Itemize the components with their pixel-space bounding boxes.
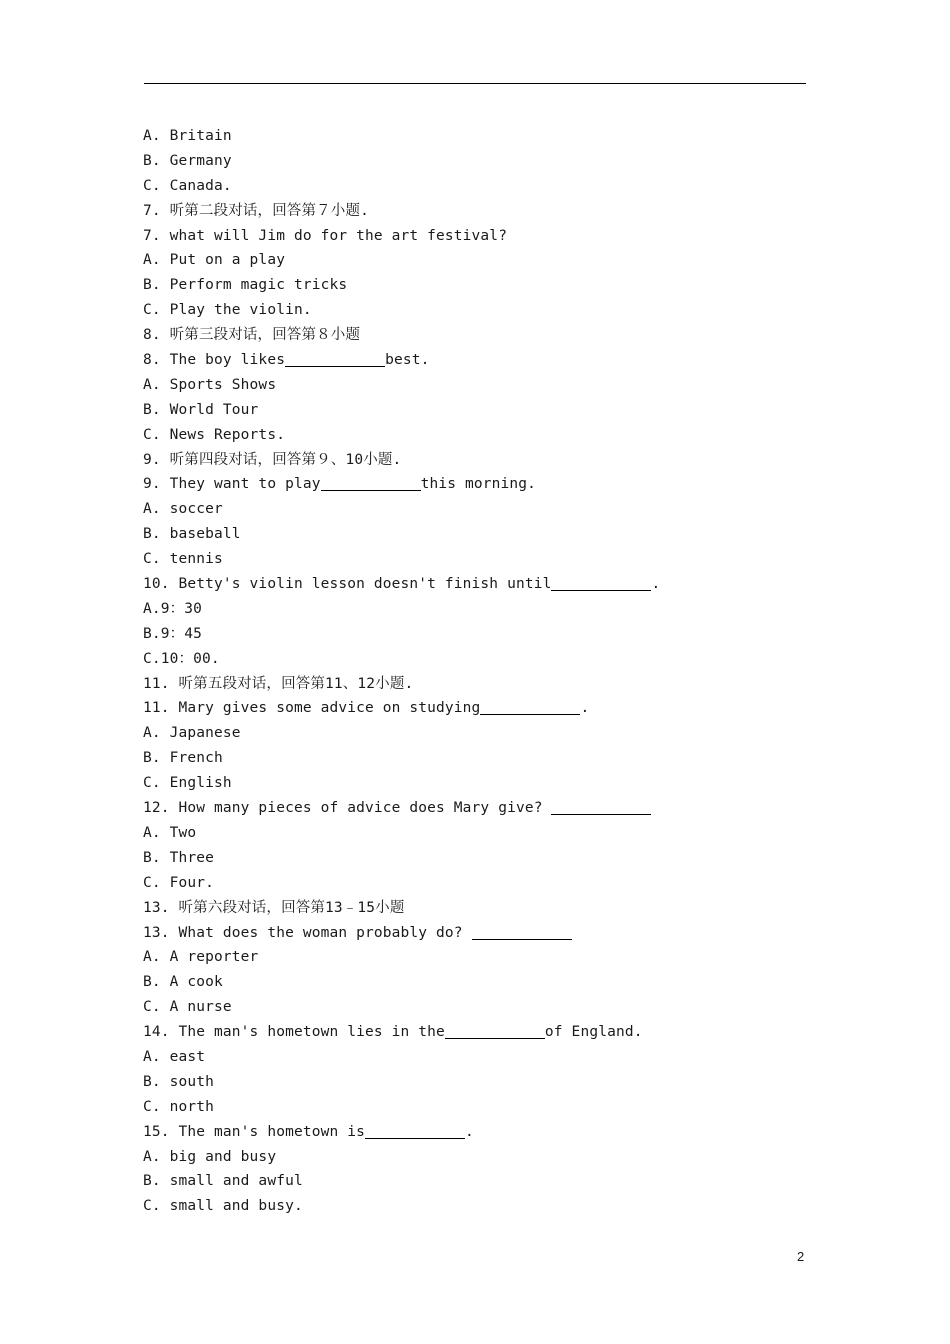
answer-option: C. A nurse [143, 999, 232, 1016]
question-text: 9. They want to play [143, 476, 321, 493]
answer-option: A. Britain [143, 128, 232, 144]
question-text: 8. The boy likes [143, 352, 286, 369]
question-text: 12. How many pieces of advice does Mary give? [143, 800, 552, 817]
answer-option: C. Four. [143, 874, 215, 891]
question-line [143, 1120, 805, 1145]
question-line [143, 348, 805, 373]
answer-blank [472, 924, 572, 940]
question-text: 13. What does the woman probably do? [143, 924, 472, 941]
answer-option: A. Put on a play [143, 252, 286, 269]
answer-blank [551, 575, 651, 591]
answer-blank [321, 475, 421, 491]
question-text-tail: best. [385, 352, 430, 369]
question-text: 15. The man's hometown is [143, 1123, 365, 1140]
answer-option: B. French [143, 750, 223, 767]
answer-option: B. small and awful [143, 1173, 303, 1190]
question-line: 7. what will Jim do for the art festival? [143, 227, 508, 244]
answer-blank [445, 1023, 545, 1039]
question-line: 11. 听第五段对话，回答第11、12小题. [143, 675, 414, 692]
answer-option: B. A cook [143, 974, 223, 991]
question-line [143, 572, 805, 597]
answer-option: A. Sports Shows [143, 376, 277, 393]
answer-option: C.10：00. [143, 650, 220, 667]
answer-option: A. Two [143, 824, 197, 841]
answer-blank [480, 699, 580, 715]
question-line [143, 796, 805, 821]
question-line: 9. 听第四段对话，回答第９、10小题. [143, 451, 402, 468]
answer-blank [285, 351, 385, 367]
question-text: 10. Betty's violin lesson doesn't finish until [143, 576, 552, 593]
answer-option: C. small and busy. [143, 1198, 303, 1215]
question-text-tail: . [580, 700, 590, 717]
question-line: 8. 听第三段对话，回答第８小题 [143, 327, 361, 344]
header-rule [144, 83, 806, 84]
question-line [143, 921, 805, 946]
answer-option: B. south [143, 1073, 215, 1090]
question-line [143, 696, 805, 721]
answer-option: B. Perform magic tricks [143, 277, 348, 294]
page-number: 2 [797, 1249, 805, 1264]
answer-option: C. north [143, 1098, 215, 1115]
answer-option: C. Play the violin. [143, 302, 312, 319]
answer-option: B. Three [143, 849, 215, 866]
answer-option: C. Canada. [143, 177, 232, 194]
answer-option: A. Japanese [143, 725, 241, 742]
question-line [143, 1020, 805, 1045]
answer-option: B.9：45 [143, 625, 203, 642]
question-line [143, 472, 805, 497]
answer-option: C. English [143, 775, 232, 792]
question-line: 13. 听第六段对话，回答第13﹣15小题 [143, 899, 405, 916]
answer-blank [551, 799, 651, 815]
question-list [143, 124, 805, 1219]
answer-option: A. big and busy [143, 1148, 277, 1165]
answer-option: A. soccer [143, 501, 223, 518]
answer-option: C. News Reports. [143, 426, 286, 443]
answer-option: A. east [143, 1048, 206, 1065]
answer-option: B. baseball [143, 526, 241, 543]
answer-option: B. Germany [143, 152, 232, 169]
question-text: 11. Mary gives some advice on studying [143, 700, 481, 717]
question-text-tail: . [651, 576, 661, 593]
answer-option: B. World Tour [143, 401, 259, 418]
question-line: 7. 听第二段对话，回答第７小题. [143, 202, 369, 219]
answer-option: A.9：30 [143, 600, 203, 617]
answer-option: A. A reporter [143, 949, 259, 966]
question-text-tail: this morning. [420, 476, 537, 493]
answer-blank [365, 1123, 465, 1139]
question-text-tail: . [465, 1123, 474, 1140]
question-text: 14. The man's hometown lies in the [143, 1024, 445, 1041]
answer-option: C. tennis [143, 551, 223, 568]
question-text-tail: of England. [544, 1024, 643, 1041]
